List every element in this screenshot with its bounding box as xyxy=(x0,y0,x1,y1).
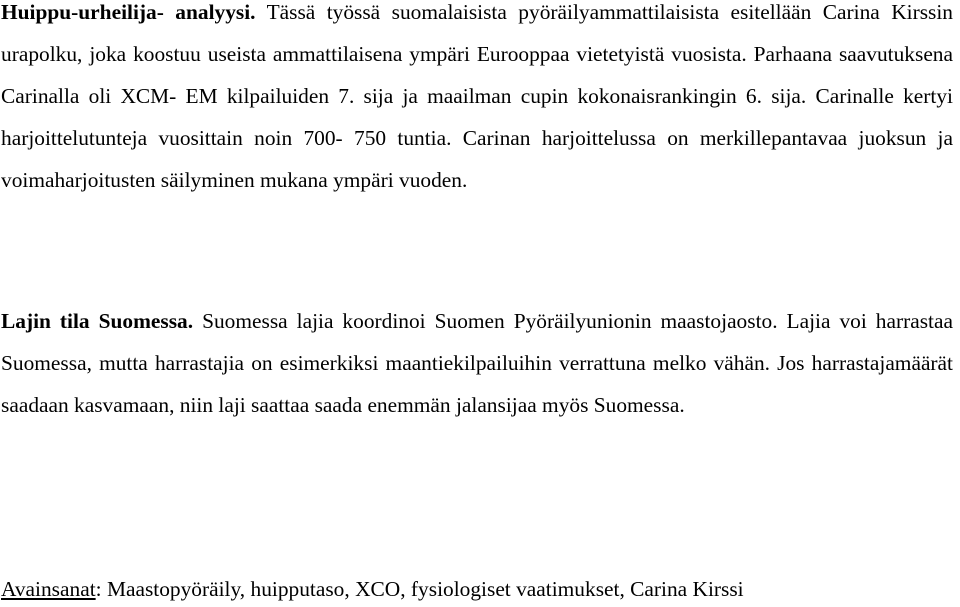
heading-sport-status-finland: Lajin tila Suomessa. xyxy=(1,309,194,333)
paragraph-keywords xyxy=(1,568,953,607)
heading-athlete-analysis: Huippu-urheilija- analyysi. xyxy=(1,0,256,24)
keywords-list: Maastopyöräily, huipputaso, XCO, fysiologiset vaatimukset, Carina Kirssi xyxy=(101,577,744,601)
paragraph-athlete-analysis xyxy=(1,0,953,201)
keywords-separator: : xyxy=(95,577,102,601)
text-athlete-analysis: Tässä työssä suomalaisista pyöräilyammattilaisista esitellään Carina Kirssin urapolku, joka koostuu useista ammattilaisena ympäri Eurooppaa vietetyistä vuosista. Parhaana saavutuksena Carinalla oli XCM- EM kilpailuiden 7. sija ja maailman cupin kokonaisrankingin 6. sija. Carinalle kertyi harjoittelutunteja vuosittain noin 700- 750 tuntia. Carinan harjoittelussa on merkillepantavaa juoksun ja voimaharjoitusten säilyminen mukana ympäri vuoden. xyxy=(1,0,953,192)
keywords-label: Avainsanat xyxy=(1,577,96,601)
paragraph-sport-status-finland xyxy=(1,300,953,426)
text-sport-status-finland: Suomessa lajia koordinoi Suomen Pyöräilyunionin maastojaosto. Lajia voi harrastaa Suomessa, mutta harrastajia on esimerkiksi maantiekilpailuihin verrattuna melko vähän. Jos harrastajamäärät saadaan kasvamaan, niin laji saattaa saada enemmän jalansijaa myös Suomessa. xyxy=(1,309,953,417)
